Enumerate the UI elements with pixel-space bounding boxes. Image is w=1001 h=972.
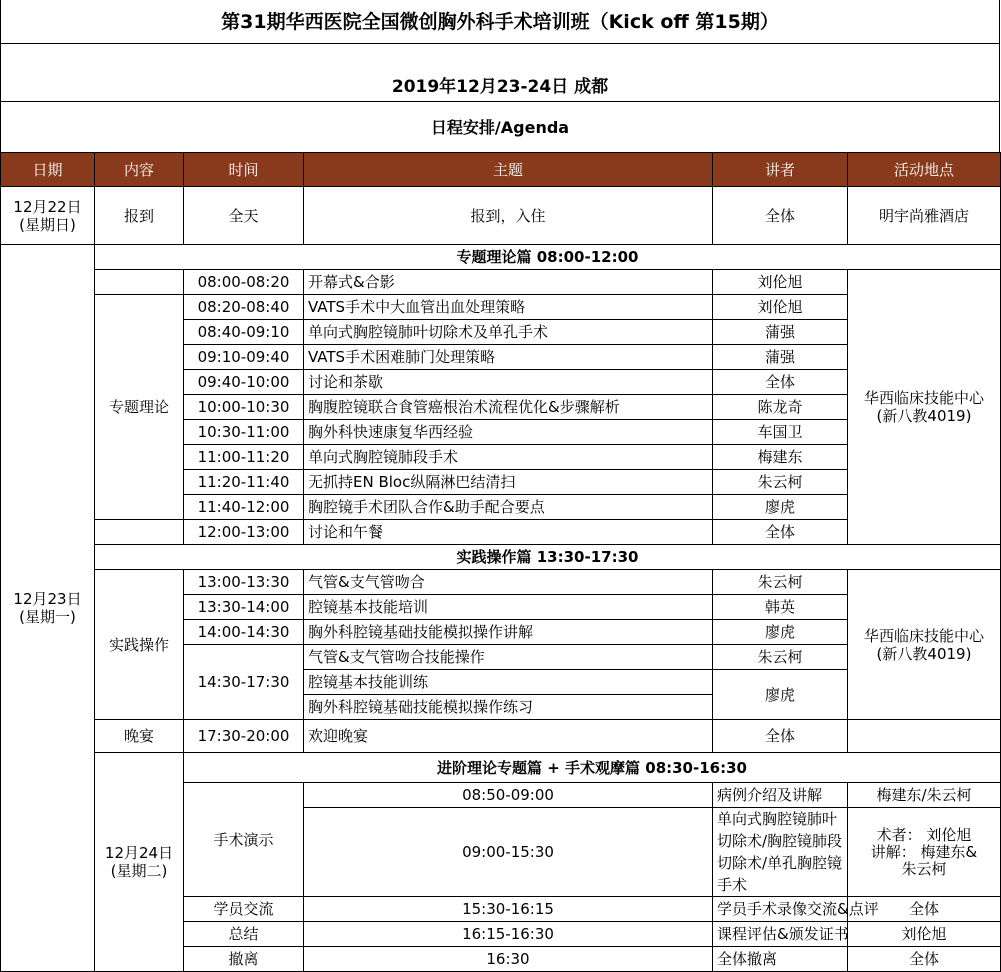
content-cell: 报到 (95, 187, 184, 245)
venue-room: (新八教4019) (876, 644, 972, 663)
page-subtitle: 2019年12月23-24日 成都 (391, 77, 609, 97)
section-title: 专题理论篇 08:00-12:00 (95, 245, 1001, 270)
speaker-cell: 廖虎 (713, 620, 848, 645)
speaker-cell: 朱云柯 (713, 570, 848, 595)
time-cell: 14:00-14:30 (184, 620, 304, 645)
section-row (1, 545, 1001, 570)
commentator-label: 讲解： 梅建东& (870, 842, 978, 861)
time-cell: 12:00-13:00 (184, 520, 304, 545)
time-cell: 16:30 (304, 947, 713, 972)
time-cell: 11:00-11:20 (184, 445, 304, 470)
topic-cell: 学员手术录像交流&点评 (713, 897, 848, 922)
time-cell: 08:50-09:00 (304, 783, 713, 808)
topic-cell: 胸外科腔镜基础技能模拟操作练习 (304, 695, 713, 720)
weekday-label: (星期一) (19, 608, 76, 626)
column-header: 内容 (95, 153, 184, 187)
content-cell: 手术演示 (184, 783, 304, 897)
divider (1, 43, 999, 44)
speaker-cell: 刘伦旭 (848, 922, 1001, 947)
speaker-cell: 韩英 (713, 595, 848, 620)
content-cell: 专题理论 (95, 295, 184, 520)
topic-cell: 全体撤离 (713, 947, 848, 972)
speaker-cell: 车国卫 (713, 420, 848, 445)
time-cell: 11:20-11:40 (184, 470, 304, 495)
topic-cell: 单向式胸腔镜肺叶切除术及单孔手术 (304, 320, 713, 345)
time-cell: 09:40-10:00 (184, 370, 304, 395)
topic-cell: 病例介绍及讲解 (713, 783, 848, 808)
venue-name: 华西临床技能中心 (863, 389, 984, 407)
speaker-cell: 梅建东 (713, 445, 848, 470)
speaker-cell: 廖虎 (713, 670, 848, 720)
time-cell: 08:00-08:20 (184, 270, 304, 295)
topic-cell: VATS手术困难肺门处理策略 (304, 345, 713, 370)
venue-cell (848, 270, 1001, 545)
content-cell: 撤离 (184, 947, 304, 972)
venue-name: 华西临床技能中心 (863, 626, 984, 645)
topic-cell: 气管&支气管吻合技能操作 (304, 645, 713, 670)
topic-cell: 报到，入住 (304, 187, 713, 245)
venue-cell (848, 720, 1001, 753)
date-cell (1, 245, 95, 972)
time-cell: 15:30-16:15 (304, 897, 713, 922)
speaker-cell (848, 808, 1001, 897)
table-header-row (1, 153, 1001, 187)
date-label: 12月22日 (13, 197, 82, 216)
date-cell (1, 187, 95, 245)
speaker-cell: 全体 (713, 370, 848, 395)
time-cell: 14:30-17:30 (184, 645, 304, 720)
surgeon-label: 术者： 刘伦旭 (876, 825, 972, 844)
time-cell: 08:20-08:40 (184, 295, 304, 320)
speaker-cell: 蒲强 (713, 345, 848, 370)
speaker-cell: 全体 (713, 520, 848, 545)
venue-room: (新八教4019) (876, 407, 972, 425)
speaker-cell: 陈龙奇 (713, 395, 848, 420)
speaker-cell: 廖虎 (713, 495, 848, 520)
time-cell: 全天 (184, 187, 304, 245)
speaker-cell: 全体 (848, 897, 1001, 922)
topic-cell: 开幕式&合影 (304, 270, 713, 295)
speaker-cell: 全体 (848, 947, 1001, 972)
venue-cell (848, 570, 1001, 720)
time-cell: 08:40-09:10 (184, 320, 304, 345)
section-title: 实践操作篇 13:30-17:30 (95, 545, 1001, 570)
column-header: 讲者 (713, 153, 848, 187)
time-cell: 17:30-20:00 (184, 720, 304, 753)
time-cell: 09:00-15:30 (304, 808, 713, 897)
weekday-label: (星期二) (110, 862, 168, 880)
divider (1, 101, 999, 102)
time-cell: 16:15-16:30 (304, 922, 713, 947)
topic-cell: VATS手术中大血管出血处理策略 (304, 295, 713, 320)
section-row (1, 245, 1001, 270)
speaker-cell: 刘伦旭 (713, 295, 848, 320)
speaker-cell: 朱云柯 (713, 645, 848, 670)
content-cell: 总结 (184, 922, 304, 947)
topic-cell: 腔镜基本技能培训 (304, 595, 713, 620)
content-cell (95, 520, 184, 545)
section-title: 进阶理论专题篇 + 手术观摩篇 08:30-16:30 (184, 753, 1001, 783)
time-cell: 10:30-11:00 (184, 420, 304, 445)
speaker-cell: 全体 (713, 720, 848, 753)
date-cell (95, 753, 184, 972)
topic-cell: 讨论和茶歇 (304, 370, 713, 395)
topic-cell: 单向式胸腔镜肺叶切除术/胸腔镜肺段切除术/单孔胸腔镜手术 (713, 808, 848, 897)
topic-cell: 胸外科腔镜基础技能模拟操作讲解 (304, 620, 713, 645)
section-row (1, 753, 1001, 783)
column-header: 主题 (304, 153, 713, 187)
topic-cell: 胸外科快速康复华西经验 (304, 420, 713, 445)
topic-cell: 讨论和午餐 (304, 520, 713, 545)
venue-cell: 明宇尚雅酒店 (848, 187, 1001, 245)
content-cell (95, 270, 184, 295)
topic-cell: 无抓持EN Bloc纵隔淋巴结清扫 (304, 470, 713, 495)
commentator-label: 朱云柯 (901, 859, 947, 878)
time-cell: 13:30-14:00 (184, 595, 304, 620)
speaker-cell: 朱云柯 (713, 470, 848, 495)
time-cell: 13:00-13:30 (184, 570, 304, 595)
column-header: 日期 (1, 153, 95, 187)
topic-cell: 腔镜基本技能训练 (304, 670, 713, 695)
topic-cell: 单向式胸腔镜肺段手术 (304, 445, 713, 470)
topic-cell: 胸腔镜手术团队合作&助手配合要点 (304, 495, 713, 520)
agenda-table (0, 152, 1001, 972)
table-row (1, 270, 1001, 295)
speaker-cell: 全体 (713, 187, 848, 245)
column-header: 活动地点 (848, 153, 1001, 187)
date-label: 12月24日 (104, 844, 174, 862)
content-cell: 实践操作 (95, 570, 184, 720)
table-row (1, 570, 1001, 595)
time-cell: 10:00-10:30 (184, 395, 304, 420)
time-cell: 09:10-09:40 (184, 345, 304, 370)
time-cell: 11:40-12:00 (184, 495, 304, 520)
speaker-cell: 梅建东/朱云柯 (848, 783, 1001, 808)
content-cell: 晚宴 (95, 720, 184, 753)
page-title: 第31期华西医院全国微创胸外科手术培训班（Kick off 第15期） (221, 11, 779, 33)
title-block (0, 0, 1000, 152)
table-row (1, 720, 1001, 753)
speaker-cell: 刘伦旭 (713, 270, 848, 295)
topic-cell: 欢迎晚宴 (304, 720, 713, 753)
date-label: 12月23日 (13, 590, 82, 608)
content-cell: 学员交流 (184, 897, 304, 922)
agenda-title: 日程安排/Agenda (430, 118, 570, 137)
speaker-cell: 蒲强 (713, 320, 848, 345)
topic-cell: 气管&支气管吻合 (304, 570, 713, 595)
topic-cell: 课程评估&颁发证书 (713, 922, 848, 947)
column-header: 时间 (184, 153, 304, 187)
table-row (1, 187, 1001, 245)
topic-cell: 胸腹腔镜联合食管癌根治术流程优化&步骤解析 (304, 395, 713, 420)
weekday-label: (星期日) (19, 215, 76, 234)
